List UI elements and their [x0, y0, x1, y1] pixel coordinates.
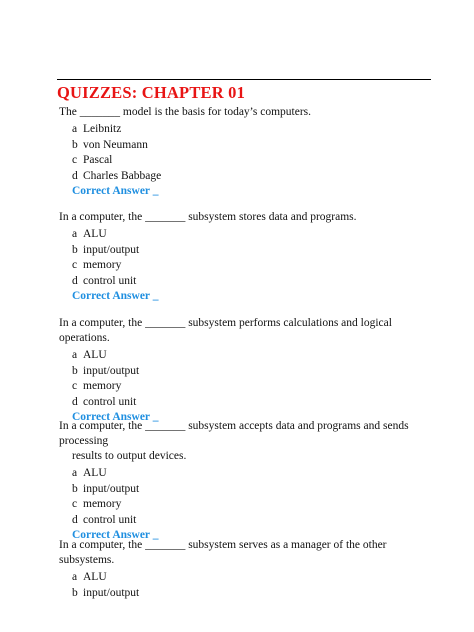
option-list [72, 348, 435, 410]
question-1 [57, 105, 435, 199]
option-text: input/output [83, 243, 140, 256]
option-text: memory [83, 498, 122, 510]
option-text: memory [83, 259, 122, 271]
option-text: input/output [83, 586, 140, 599]
correct-answer-label: Correct Answer _ [72, 411, 159, 423]
correct-answer-label: Correct Answer _ [72, 290, 159, 302]
option-text: ALU [83, 228, 107, 240]
question-stem: In a computer, the _______ subsystem performs calculations and logical operations. [59, 317, 392, 344]
question-stem [59, 419, 435, 464]
option-letter: b [72, 586, 78, 599]
option-letter: d [72, 274, 78, 287]
option-letter: b [72, 482, 78, 495]
option-b [72, 586, 435, 602]
option-c [72, 153, 435, 169]
option-b [72, 138, 435, 154]
correct-answer-label: Correct Answer _ [72, 529, 159, 541]
option-a [72, 227, 435, 243]
option-text: ALU [83, 467, 107, 479]
option-letter: b [72, 364, 78, 377]
option-text: control unit [83, 395, 137, 408]
option-text: input/output [83, 364, 140, 377]
question-2 [57, 210, 435, 304]
option-letter: c [72, 380, 78, 392]
option-a [72, 348, 435, 364]
option-letter: c [72, 498, 78, 510]
option-letter: a [72, 123, 78, 135]
option-c [72, 379, 435, 395]
question-stem-line-2: results to output devices. [72, 450, 187, 462]
option-a [72, 122, 435, 138]
question-stem: In a computer, the _______ subsystem stores data and programs. [59, 211, 357, 223]
option-list [72, 227, 435, 289]
option-letter: a [72, 467, 78, 479]
option-letter: d [72, 169, 78, 182]
option-d [72, 169, 435, 185]
option-a [72, 570, 435, 586]
question-stem: The _______ model is the basis for today’s computers. [59, 106, 312, 118]
option-letter: a [72, 228, 78, 240]
option-d [72, 395, 435, 411]
option-text: control unit [83, 513, 137, 526]
option-text: Leibnitz [83, 123, 122, 135]
option-d [72, 274, 435, 290]
option-letter: c [72, 154, 78, 166]
option-b [72, 243, 435, 259]
option-letter: c [72, 259, 78, 271]
option-list [72, 570, 435, 601]
option-text: ALU [83, 349, 107, 361]
option-text: input/output [83, 482, 140, 495]
question-5 [57, 538, 435, 601]
question-4 [57, 419, 435, 543]
page-title: QUIZZES: CHAPTER 01 [57, 83, 246, 102]
question-3 [57, 316, 435, 425]
option-text: Pascal [83, 154, 113, 166]
option-c [72, 497, 435, 513]
option-b [72, 364, 435, 380]
option-list [72, 466, 435, 528]
option-letter: a [72, 571, 78, 583]
option-b [72, 482, 435, 498]
title-rule [57, 79, 431, 80]
option-text: ALU [83, 571, 107, 583]
option-c [72, 258, 435, 274]
option-text: von Neumann [83, 138, 148, 151]
question-stem-line-1: In a computer, the _______ subsystem accepts data and programs and sends processing [59, 420, 409, 447]
option-a [72, 466, 435, 482]
option-letter: d [72, 395, 78, 408]
question-stem: In a computer, the _______ subsystem serves as a manager of the other subsystems. [59, 539, 387, 566]
option-text: control unit [83, 274, 137, 287]
correct-answer-label: Correct Answer _ [72, 185, 159, 197]
option-text: Charles Babbage [83, 169, 162, 182]
option-list [72, 122, 435, 184]
option-letter: a [72, 349, 78, 361]
option-letter: b [72, 138, 78, 151]
option-letter: d [72, 513, 78, 526]
option-letter: b [72, 243, 78, 256]
option-text: memory [83, 380, 122, 392]
option-d [72, 513, 435, 529]
